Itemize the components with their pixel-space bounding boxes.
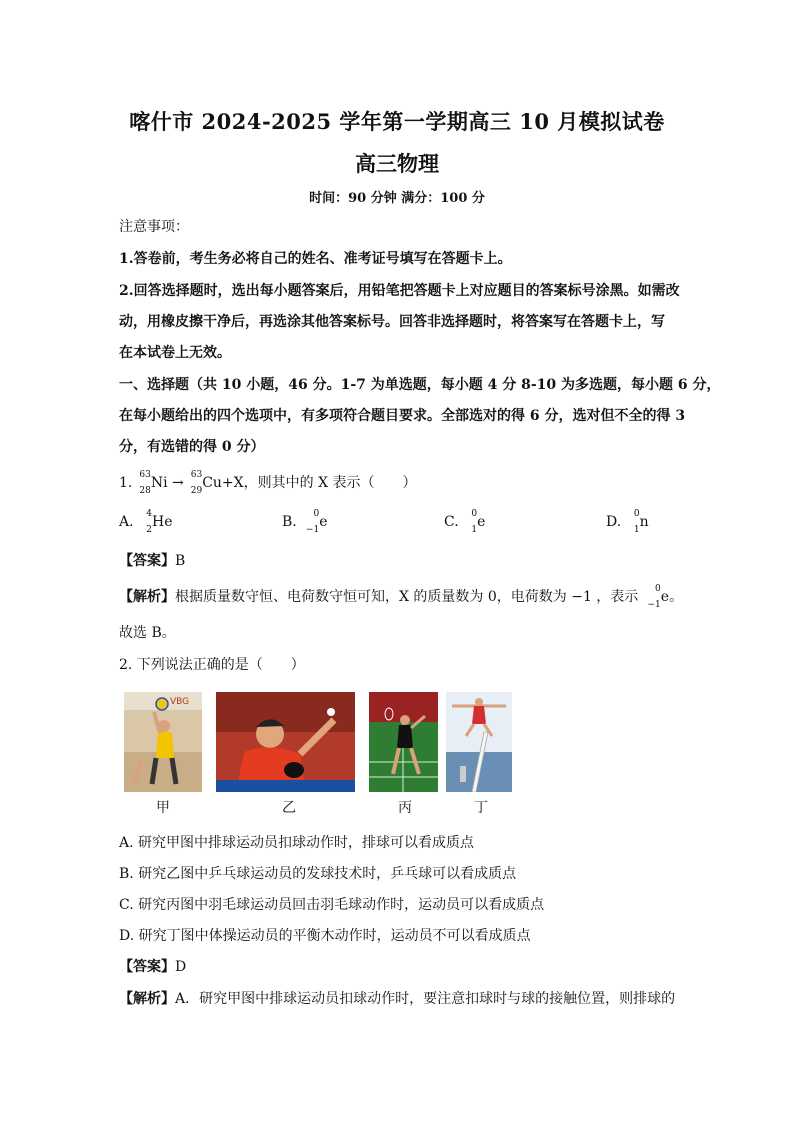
q2-analysis: [119, 988, 675, 1008]
mass-number: 4: [146, 509, 153, 519]
charge-number: −1: [305, 525, 320, 535]
gymnastics-image: [446, 692, 512, 792]
option-nuclide: [463, 509, 478, 535]
q2-option-a: A. 研究甲图中排球运动员扣球动作时，排球可以看成质点: [119, 835, 475, 851]
volleyball-player-illustration: [124, 692, 202, 792]
note-1: 1.答卷前，考生务必将自己的姓名、准考证号填写在答题卡上。: [119, 251, 512, 267]
q1-analysis: [119, 584, 684, 610]
section-line-2: 在每小题给出的四个选项中，有多项符合题目要求。全部选对的得 6 分，选对但不全的得 3: [119, 408, 686, 424]
caption-ding: 丁: [474, 800, 488, 816]
mass-number: 0: [471, 509, 478, 519]
badminton-player-illustration: [369, 692, 438, 792]
svg-text:VBG: VBG: [170, 697, 190, 707]
exam-title: 喀什市 2024-2025 学年第一学期高三 10 月模拟试卷: [129, 109, 665, 134]
arrow-icon: →: [172, 475, 184, 491]
option-nuclide: [301, 509, 320, 535]
q2-option-c: C. 研究丙图中羽毛球运动员回击羽毛球动作时，运动员可以看成质点: [119, 897, 545, 913]
charge-number: 28: [139, 486, 151, 496]
answer-label: 【答案】: [119, 553, 175, 569]
charge-number: 1: [471, 525, 478, 535]
element-symbol: e: [477, 514, 486, 530]
analysis-label: 【解析】: [119, 589, 175, 605]
q1-option-d: [606, 509, 649, 535]
volleyball-image: [124, 692, 202, 792]
exam-subject: 高三物理: [355, 151, 439, 176]
element-symbol: e: [660, 589, 670, 605]
question-2-stem: 2. 下列说法正确的是（ ）: [119, 657, 305, 673]
charge-number: 1: [633, 525, 640, 535]
pingpong-player-illustration: [216, 692, 355, 792]
gymnast-illustration: [446, 692, 512, 792]
analysis-label: 【解析】: [119, 991, 175, 1007]
mass-number: 0: [633, 509, 640, 519]
element-symbol: He: [152, 514, 173, 530]
option-letter: C.: [444, 514, 459, 530]
element-symbol: Ni: [150, 475, 168, 491]
charge-number: 29: [190, 486, 203, 496]
caption-jia: 甲: [156, 800, 170, 816]
element-symbol: Cu+X: [202, 475, 244, 491]
note-2-line-1: 2.回答选择题时，选出每小题答案后，用铅笔把答题卡上对应题目的答案标号涂黑。如需改: [119, 283, 680, 299]
mass-number: 63: [139, 470, 151, 480]
note-2-line-2: 动，用橡皮擦干净后，再选涂其他答案标号。回答非选择题时，将答案写在答题卡上，写: [119, 314, 665, 330]
option-nuclide: [626, 509, 640, 535]
analysis-nuclide: [643, 584, 661, 610]
mass-number: 63: [190, 470, 203, 480]
q2-option-d: D. 研究丁图中体操运动员的平衡木动作时，运动员不可以看成质点: [119, 928, 531, 944]
section-line-3: 分，有选错的得 0 分）: [119, 439, 265, 455]
exam-meta: 时间：90 分钟 满分：100 分: [309, 191, 485, 206]
analysis-text: 根据质量数守恒、电荷数守恒可知，X 的质量数为 0，电荷数为 −1 ，表示: [175, 589, 639, 605]
note-2-line-3: 在本试卷上无效。: [119, 345, 231, 361]
q1-option-c: [444, 509, 486, 535]
element-symbol: n: [639, 514, 649, 530]
q1-conclusion: 故选 B。: [119, 625, 176, 641]
section-line-1: 一、选择题（共 10 小题，46 分。1-7 为单选题，每小题 4 分 8-10 为多选题，每小题 6 分，: [119, 377, 721, 393]
notes-heading: 注意事项：: [119, 219, 189, 235]
question-number: 1.: [119, 475, 133, 491]
analysis-text: A．研究甲图中排球运动员扣球动作时，要注意扣球时与球的接触位置，则排球的: [175, 991, 676, 1007]
analysis-end: 。: [669, 589, 684, 605]
answer-label: 【答案】: [119, 959, 175, 975]
charge-number: 2: [146, 525, 153, 535]
q2-answer: [119, 956, 186, 976]
answer-value: D: [175, 959, 187, 975]
option-letter: A.: [119, 514, 134, 530]
caption-yi: 乙: [282, 800, 296, 816]
q1-option-a: [119, 509, 173, 535]
option-nuclide: [138, 509, 153, 535]
nuclide-cu: [188, 470, 203, 496]
question-1-stem: [119, 470, 417, 496]
mass-number: 0: [655, 584, 661, 594]
q1-option-b: [282, 509, 328, 535]
nuclide-ni: [137, 470, 151, 496]
option-letter: B.: [282, 514, 297, 530]
answer-value: B: [175, 553, 186, 569]
pingpong-image: [216, 692, 355, 792]
charge-number: −1: [647, 600, 661, 610]
stem-text: ，则其中的 X 表示（ ）: [243, 475, 417, 491]
badminton-image: [369, 692, 438, 792]
q2-option-b: B. 研究乙图中乒乓球运动员的发球技术时，乒乓球可以看成质点: [119, 866, 517, 882]
option-letter: D.: [606, 514, 622, 530]
q1-answer: [119, 550, 185, 570]
caption-bing: 丙: [398, 800, 412, 816]
mass-number: 0: [313, 509, 320, 519]
element-symbol: e: [319, 514, 328, 530]
